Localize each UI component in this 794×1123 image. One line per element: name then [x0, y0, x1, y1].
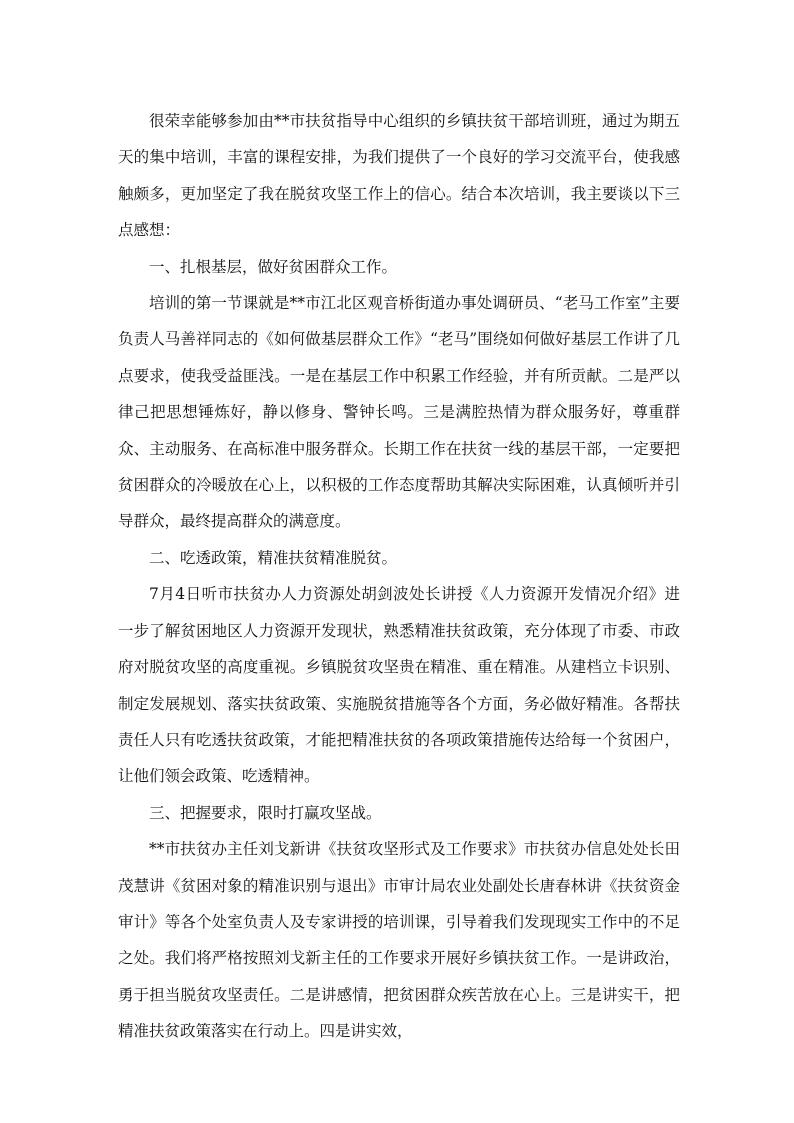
section-3-paragraph: **市扶贫办主任刘戈新讲《扶贫攻坚形式及工作要求》市扶贫办信息处处长田茂慧讲《贫困对象的精准识别与退出》市审计局农业处副处长唐春林讲《扶贫资金审计》等各个处室负责人及专家讲授的培训课，引导着我们发现现实工作中的不足之处。我们将严格按照刘戈新主任的工作要求开展好乡镇扶贫工作。一是讲政治，勇于担当脱贫攻坚责任。二是讲感情，把贫困群众疾苦放在心上。三是讲实干，把精准扶贫政策落实在行动上。四是讲实效， [118, 840, 680, 1041]
section-2-paragraph: 7月4日听市扶贫办人力资源处胡剑波处长讲授《人力资源开发情况介绍》进一步了解贫困地区人力资源开发现状，熟悉精准扶贫政策，充分体现了市委、市政府对脱贫攻坚的高度重视。乡镇脱贫攻坚贵在精准、重在精准。从建档立卡识别、制定发展规划、落实扶贫政策、实施脱贫措施等各个方面，务必做好精准。各帮扶责任人只有吃透扶贫政策，才能把精准扶贫的各项政策措施传达给每一个贫困户，让他们领会政策、吃透精神。 [118, 585, 680, 786]
section-heading-2: 二、吃透政策，精准扶贫精准脱贫。 [149, 548, 398, 567]
section-1-paragraph: 培训的第一节课就是**市江北区观音桥街道办事处调研员、“老马工作室”主要负责人马善祥同志的《如何做基层群众工作》“老马”围绕如何做好基层工作讲了几点要求，使我受益匪浅。一是在基层工作中积累工作经验，并有所贡献。二是严以律己把思想锤炼好，静以修身、警钟长鸣。三是满腔热情为群众服务好，尊重群众、主动服务、在高标准中服务群众。长期工作在扶贫一线的基层干部，一定要把贫困群众的冷暖放在心上，以积极的工作态度帮助其解决实际困难，认真倾听并引导群众，最终提高群众的满意度。 [118, 294, 680, 531]
intro-paragraph: 很荣幸能够参加由**市扶贫指导中心组织的乡镇扶贫干部培训班，通过为期五天的集中培训，丰富的课程安排，为我们提供了一个良好的学习交流平台，使我感触颇多，更加坚定了我在脱贫攻坚工作上的信心。结合本次培训，我主要谈以下三点感想： [118, 112, 680, 240]
section-heading-1: 一、扎根基层，做好贫困群众工作。 [149, 257, 398, 276]
document-body [118, 103, 680, 1050]
section-heading-3: 三、把握要求，限时打赢攻坚战。 [149, 803, 382, 822]
